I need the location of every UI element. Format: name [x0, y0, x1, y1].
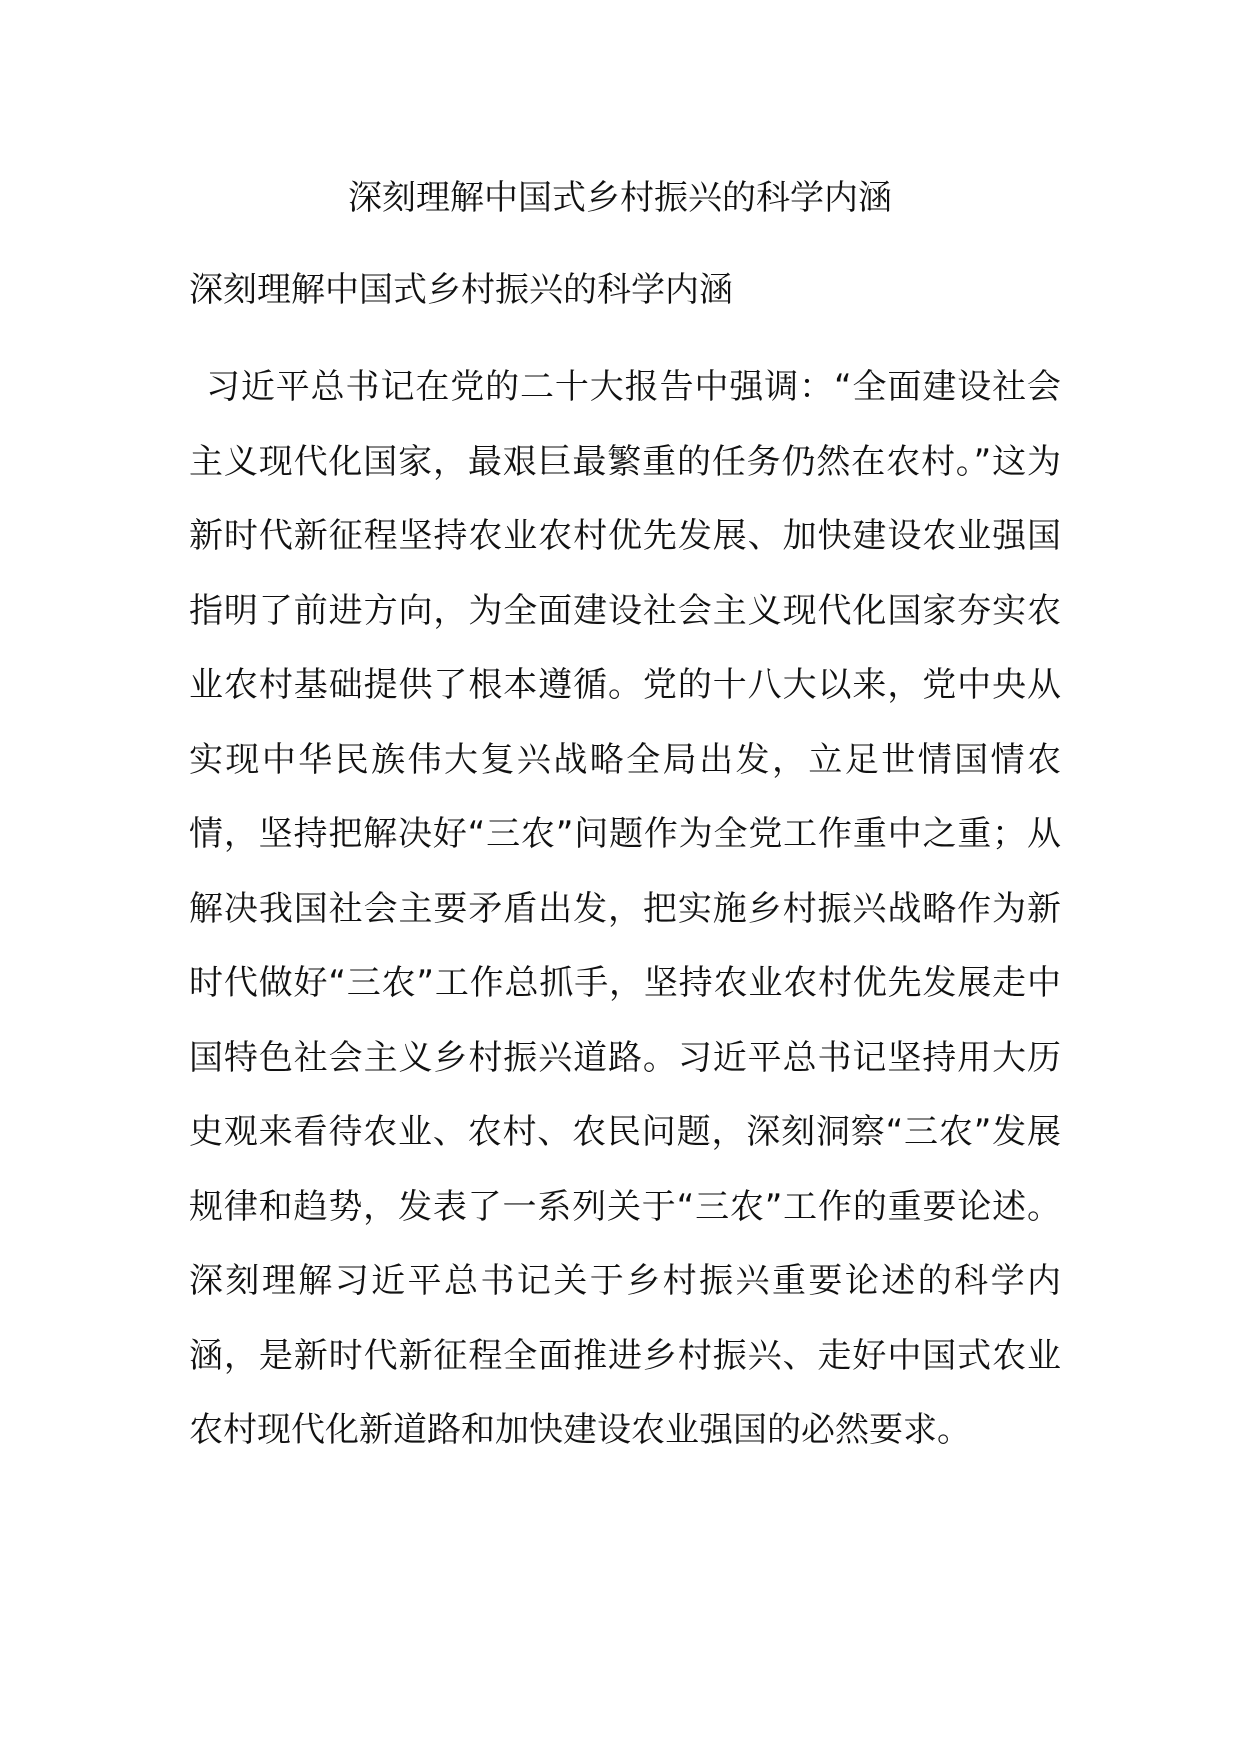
document-subtitle: 深刻理解中国式乡村振兴的科学内涵: [189, 270, 733, 310]
body-paragraph: 习近平总书记在党的二十大报告中强调：“全面建设社会主义现代化国家，最艰巨最繁重的任务仍然在农村。”这为新时代新征程坚持农业农村优先发展、加快建设农业强国指明了前进方向，为全面建设社会主义现代化国家夯实农业农村基础提供了根本遵循。党的十八大以来，党中央从实现中华民族伟大复兴战略全局出发，立足世情国情农情，坚持把解决好“三农”问题作为全党工作重中之重；从解决我国社会主要矛盾出发，把实施乡村振兴战略作为新时代做好“三农”工作总抓手，坚持农业农村优先发展走中国特色社会主义乡村振兴道路。习近平总书记坚持用大历史观来看待农业、农村、农民问题，深刻洞察“三农”发展规律和趋势，发表了一系列关于“三农”工作的重要论述。深刻理解习近平总书记关于乡村振兴重要论述的科学内涵，是新时代新征程全面推进乡村振兴、走好中国式农业农村现代化新道路和加快建设农业强国的必然要求。: [189, 367, 1061, 1450]
document-title: 深刻理解中国式乡村振兴的科学内涵: [348, 178, 892, 218]
